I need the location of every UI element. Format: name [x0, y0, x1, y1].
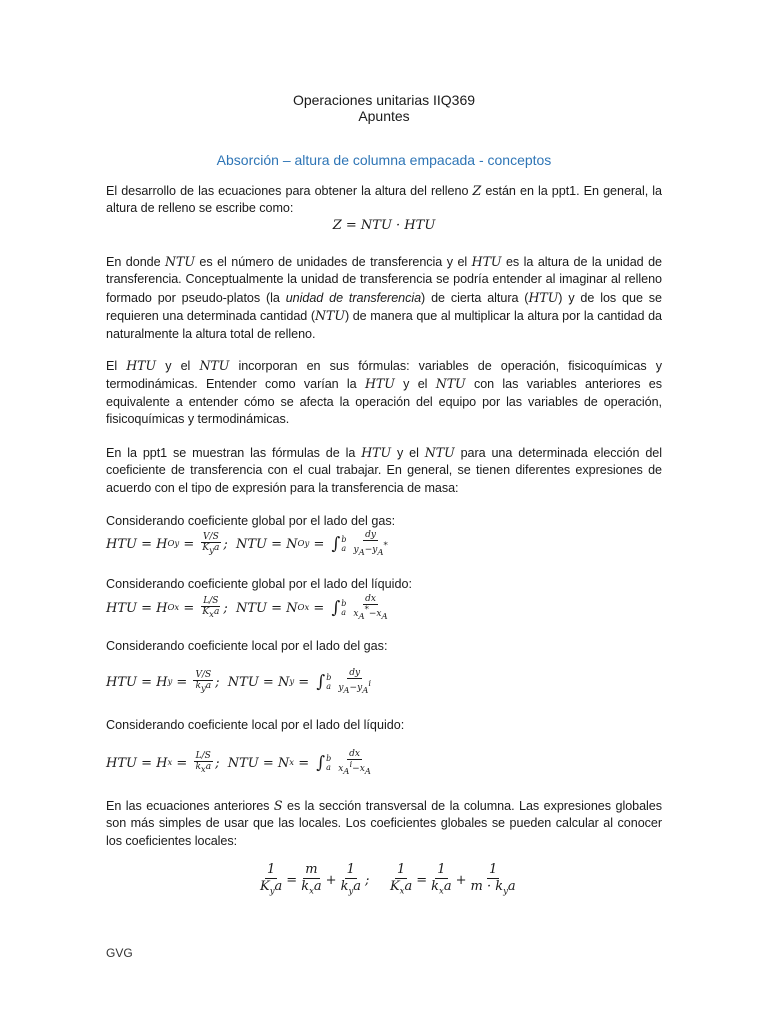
paragraph-ntu-htu: En donde NTU es el número de unidades de transferencia y el HTU es la altura de la unidad de transferencia. Conceptualmente la unidad de transferencia se podría entender al imaginar al relleno formado por pseudo-platos (la unidad de transferencia) de cierta altura (HTU) y de los que se requieren una determinada cantidad (NTU) de manera que al multiplicar la altura por la cantidad da naturalmente la altura total de relleno.	[106, 254, 662, 341]
equation-coefficient-relations: $\frac{1}{K_ya}$ = $\frac{m}{k_xa}$ + $\frac{1}{k_ya}$ ; $\frac{1}{K_xa}$ = $\frac{1}{k_xa}$ + $\frac{1}{m \cdot k_ya}$	[260, 862, 516, 897]
paragraph-coefficients: En las ecuaciones anteriores S es la sección transversal de la columna. Las expresiones globales son más simples de usar que las locales. Los coeficientes globales se pueden calcular al conocer los coeficientes locales:	[106, 798, 662, 848]
paragraph-variables: El HTU y el NTU incorporan en sus fórmulas: variables de operación, fisicoquímicas y termodinámicas. Entender como varían la HTU y el NTU con las variables anteriores es equivalente a entender cómo se afecta la operación del equipo por las variables de operación, fisicoquímicas y termodinámicas.	[106, 358, 663, 427]
equation-global-gas: HTU = H Oy = $\frac{V/S}{K_ya}$ ; NTU = N Oy = ∫ b a $\frac{dy}{y_A-y_A^*}$	[106, 530, 388, 558]
paragraph-intro: El desarrollo de las ecuaciones para obtener la altura del relleno Z están en la ppt1. En general, la altura de relleno se escribe como:	[106, 183, 662, 216]
case-label-local-gas: Considerando coeficiente local por el lado del gas:	[106, 639, 388, 653]
document-subtitle: Apuntes	[358, 108, 410, 124]
equation-local-liquid: HTU = H x = $\frac{L/S}{k_xa}$ ; NTU = N x = ∫ b a $\frac{dx}{x_A^i-x_A}$	[106, 749, 371, 777]
case-label-global-liquid: Considerando coeficiente global por el lado del líquido:	[106, 577, 412, 591]
equation-global-liquid: HTU = H Ox = $\frac{L/S}{K_xa}$ ; NTU = N Ox = ∫ b a $\frac{dx}{x_A^*-x_A}$	[106, 594, 388, 622]
course-title: Operaciones unitarias IIQ369	[292, 92, 476, 108]
equation-main: Z = NTU · HTU	[332, 218, 436, 233]
equation-local-gas: HTU = H y = $\frac{V/S}{k_ya}$ ; NTU = N y = ∫ b a $\frac{dy}{y_A-y_A^i}$	[106, 668, 372, 696]
paragraph-ppt1: En la ppt1 se muestran las fórmulas de la HTU y el NTU para una determinada elección del coeficiente de transferencia con el cual trabajar. En general, se tienen diferentes expresiones de acuerdo con el tipo de expresión para la transferencia de masa:	[106, 445, 662, 495]
section-title: Absorción – altura de columna empacada - conceptos	[216, 152, 552, 168]
case-label-global-gas: Considerando coeficiente global por el lado del gas:	[106, 514, 396, 528]
case-label-local-liquid: Considerando coeficiente local por el lado del líquido:	[106, 718, 405, 732]
footer-initials: GVG	[106, 946, 133, 960]
